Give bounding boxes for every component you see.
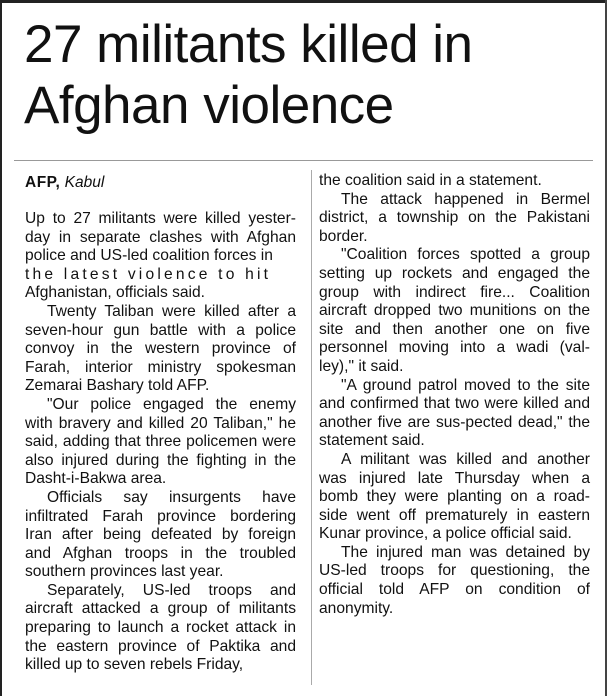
paragraph: "Coalition forces spotted a group setting up rockets and engaged the group with indirect fire... Coalition aircraft dropped two munitions on the site and then another one on five personnel moving into a wadi (val-ley)," it said.	[319, 246, 590, 375]
paragraph: Twenty Taliban were killed after a seven-hour gun battle with a police convoy in the western province of Farah, interior ministry spokesman Zemarai Bashary told AFP.	[25, 302, 296, 395]
headline-divider	[14, 160, 593, 161]
headline-line-2: Afghan violence	[24, 76, 394, 135]
byline-city: Kabul	[64, 174, 105, 191]
paragraph: the coalition said in a statement.	[319, 172, 542, 189]
paragraph: The injured man was detained by US-led troops for questioning, the official told AFP on condition of anonymity.	[319, 543, 590, 617]
top-border-rule	[2, 0, 607, 3]
article-column-right	[319, 172, 590, 618]
paragraph: A militant was killed and another was injured late Thursday when a bomb they were planting on a road-side went off prematurely in eastern Kunar province, a police official said.	[319, 450, 590, 543]
paragraph: Up to 27 militants were killed yester-day in separate clashes with Afghan police and US-led coalition forces in	[25, 210, 296, 265]
paragraph: Separately, US-led troops and aircraft attacked a group of militants preparing to launch a rocket attack in the eastern province of Paktika and killed up to seven rebels Friday,	[25, 581, 296, 674]
paragraph: "Our police engaged the enemy with bravery and killed 20 Taliban," he said, adding that three policemen were also injured during the fighting in the Dasht-i-Bakwa area.	[25, 395, 296, 488]
paragraph: "A ground patrol moved to the site and confirmed that two were killed and another five are sus-pected dead," the statement said.	[319, 376, 590, 450]
paragraph: the latest violence to hit	[25, 265, 272, 283]
paragraph: The attack happened in Bermel district, a township on the Pakistani border.	[319, 190, 590, 245]
column-divider	[311, 170, 312, 685]
paragraph: Officials say insurgents have infiltrated Farah province bordering Iran after being defeated by foreign and Afghan troops in the troubled southern provinces last year.	[25, 488, 296, 581]
byline	[25, 174, 104, 192]
paragraph: Afghanistan, officials said.	[25, 284, 206, 302]
article-column-left	[25, 210, 296, 675]
headline	[24, 14, 594, 136]
headline-line-1: 27 militants killed in	[24, 15, 473, 74]
byline-agency: AFP,	[25, 174, 61, 191]
